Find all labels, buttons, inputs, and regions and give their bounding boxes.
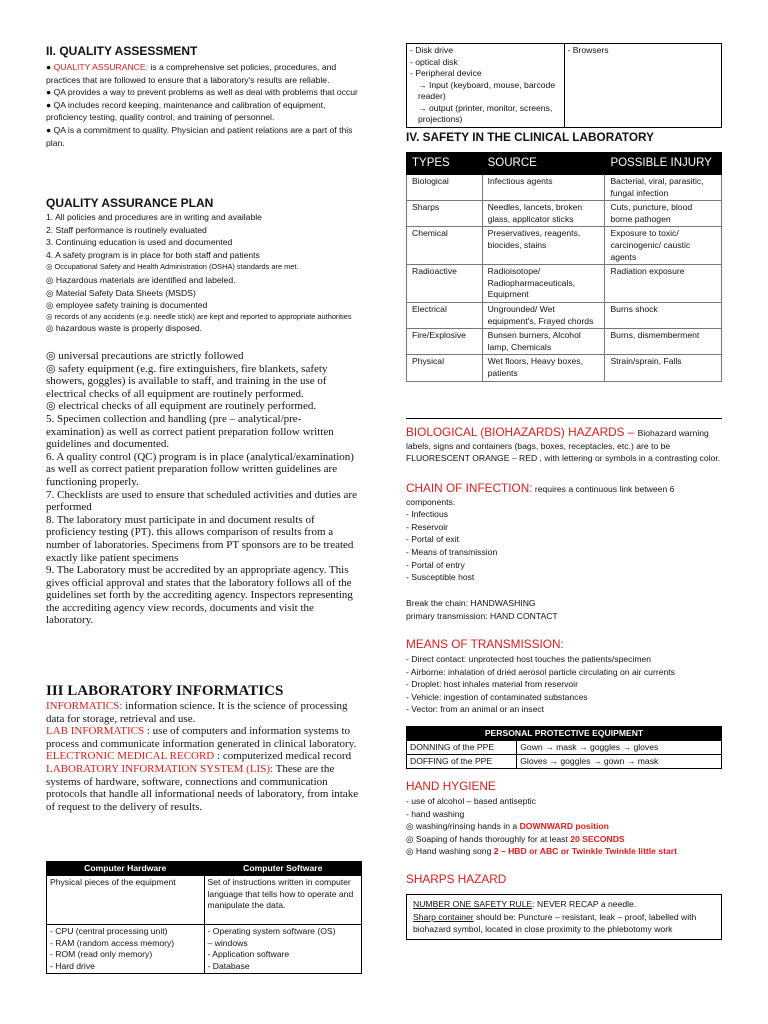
- source-header: SOURCE: [482, 153, 605, 175]
- table-row: Sharps Needles, lancets, broken glass, applicator sticks Cuts, puncture, blood borne pathogen: [407, 201, 722, 227]
- list-item: - Susceptible host: [406, 572, 475, 583]
- transmission-section: [406, 636, 722, 716]
- table-row: Chemical Preservatives, reagents, biocides, stains Exposure to toxic/ carcinogenic/ caustic agents: [407, 227, 722, 265]
- ppe-header: PERSONAL PROTECTIVE EQUIPMENT: [407, 727, 722, 741]
- list-item: - Droplet: host inhales material from reservoir: [406, 679, 578, 690]
- table-row: Electrical Ungrounded/ Wet equipment's, Frayed chords Burns shock: [407, 302, 722, 328]
- software-list: - Operating system software (OS) – windows - Application software - Database: [204, 925, 362, 974]
- qa-plan-subitem: ◎ Occupational Safety and Health Administration (OSHA) standards are met.: [46, 262, 299, 272]
- list-item: - use of alcohol – based antiseptic: [406, 796, 536, 806]
- qa-plan-serif-item: 9. The Laboratory must be accredited by an appropriate agency. This gives official approval and states that the laboratory follows all of the guidelines set forth by the accrediting agency. Inspectors representing the accrediting agency view records, documents and visit the laboratory.: [46, 564, 353, 627]
- qa-plan-subitem: ◎ records of any accidents (e.g. needle stick) are kept and reported to appropriate authorities: [46, 311, 352, 321]
- qa-plan-subitem: ◎ Material Safety Data Sheets (MSDS): [46, 287, 196, 298]
- qa-bullet: ● QA provides a way to prevent problems as well as deal with problems that occur: [46, 87, 358, 98]
- table-row: Physical Wet floors, Heavy boxes, patients Strain/sprain, Falls: [407, 355, 722, 381]
- qa-plan-subitem: ◎ Hazardous materials are identified and labeled.: [46, 274, 236, 285]
- hardware-software-table-continued: [406, 43, 722, 128]
- qa-plan-item: 1. All policies and procedures are in writing and available: [46, 212, 262, 222]
- safety-heading: IV. SAFETY IN THE CLINICAL LABORATORY: [406, 130, 654, 144]
- list-item: - Reservoir: [406, 521, 449, 532]
- informatics-def: LAB INFORMATICS : use of computers and information systems to process and communicate information generated in clinical laboratory.: [46, 725, 357, 750]
- hand-hygiene-title: HAND HYGIENE: [406, 779, 496, 793]
- list-item: - Vector: from an animal or an insect: [406, 704, 545, 715]
- hardware-software-table: [46, 861, 362, 974]
- qa-bullet: ● QA includes record keeping, maintenance and calibration of equipment, proficiency testing, quality control, and training of personnel.: [46, 99, 326, 123]
- ppe-table: [406, 726, 722, 769]
- list-item: - Vehicle: ingestion of contaminated substances: [406, 691, 588, 702]
- qa-bullet: ● QA is a commitment to quality. Physician and patient relations are a part of this plan.: [46, 124, 353, 148]
- qa-plan-subitem: ◎ employee safety training is documented: [46, 300, 208, 311]
- informatics-def: INFORMATICS: information science. It is the science of processing data for storage, retrieval and use.: [46, 700, 348, 725]
- list-item: ◎ washing/rinsing hands in a DOWNWARD position: [406, 821, 609, 832]
- safety-hazards-table: [406, 152, 722, 382]
- chain-text: requires a continuous link between 6 components.: [406, 484, 675, 507]
- qa-plan-heading: QUALITY ASSURANCE PLAN: [46, 196, 214, 210]
- qa-plan-serif-item: 5. Specimen collection and handling (pre – analytical/pre- examination) as well as correct patient preparation follow written guidelines and documented.: [46, 412, 334, 451]
- qa-plan-item: 4. A safety program is in place for both staff and patients: [46, 249, 260, 260]
- informatics-heading: III LABORATORY INFORMATICS: [46, 683, 284, 699]
- qa-plan-serif-item: 8. The laboratory must participate in and document results of proficiency testing (PT). this allows comparison of results from a number of laboratories. Specimens from PT sponsors are to be treated exactly like patient specimens: [46, 513, 354, 564]
- quality-assessment-list: [46, 61, 362, 149]
- table-row: Biological Infectious agents Bacterial, viral, parasitic, fungal infection: [407, 175, 722, 201]
- hand-hygiene-section: [406, 778, 722, 858]
- transmission-title: MEANS OF TRANSMISSION:: [406, 637, 564, 651]
- list-item: - Airborne: inhalation of dried aerosol particle circulating on air currents: [406, 666, 675, 677]
- types-header: TYPES: [407, 153, 483, 175]
- qa-plan-item: 2. Staff performance is routinely evaluated: [46, 224, 207, 235]
- qa-plan-serif-item: ◎ electrical checks of all equipment are routinely performed.: [46, 400, 317, 413]
- list-item: ◎ Soaping of hands thoroughly for at least 20 SECONDS: [406, 833, 625, 844]
- qa-plan-serif-item: 6. A quality control (QC) program is in place (analytical/examination) as well as correct patient preparation follow written guidelines are functioning properly.: [46, 450, 354, 488]
- list-item: - Direct contact: unprotected host touches the patients/specimen: [406, 654, 652, 664]
- hardware-header: Computer Hardware: [47, 862, 205, 876]
- qa-plan-serif-item: ◎ universal precautions are strictly followed: [46, 350, 244, 362]
- hardware-list: - CPU (central processing unit) - RAM (random access memory) - ROM (read only memory) - Hard drive: [47, 925, 205, 974]
- hardware-definition: Physical pieces of the equipment: [47, 876, 205, 925]
- qa-plan-serif-item: ◎ safety equipment (e.g. fire extinguishers, fire blankets, safety showers, goggles) is available to staff, and training in the use of electrical checks of all equipment are routinely performed.: [46, 362, 328, 400]
- qa-plan-subitem: ◎ hazardous waste is properly disposed.: [46, 323, 203, 334]
- table-row: DOFFING of the PPE Gloves → goggles → gown → mask: [407, 755, 722, 769]
- list-item: - Portal of entry: [406, 559, 465, 570]
- injury-header: POSSIBLE INJURY: [605, 153, 722, 175]
- list-item: ◎ Hand washing song 2 – HBD or ABC or Twinkle Twinkle little start: [406, 846, 677, 857]
- table-row: DONNING of the PPE Gown → mask → goggles → gloves: [407, 741, 722, 755]
- table-row: Fire/Explosive Bunsen burners, Alcohol lamp, Chemicals Burns, dismemberment: [407, 329, 722, 355]
- qa-plan-list: [46, 211, 362, 335]
- list-item: - Means of transmission: [406, 546, 498, 557]
- list-item: - Portal of exit: [406, 534, 460, 545]
- qa-bullet: ● QUALITY ASSURANCE: is a comprehensive set policies, procedures, and practices that are followed to ensure that a laboratory's results are reliable.: [46, 62, 337, 85]
- break-chain-notes: Break the chain: HANDWASHING primary transmission: HAND CONTACT: [406, 598, 558, 621]
- biohazard-title: BIOLOGICAL (BIOHAZARDS) HAZARDS: [406, 425, 625, 439]
- chain-title: CHAIN OF INFECTION:: [406, 481, 533, 495]
- qa-plan-item: 3. Continuing education is used and documented: [46, 237, 233, 248]
- biohazard-section: BIOLOGICAL (BIOHAZARDS) HAZARDS – Biohazard warning labels, signs and containers (bags, boxes, receptacles, etc.) are to be FLUORESCENT ORANGE – RED , with lettering or symbols in a contrasting color.: [406, 425, 721, 464]
- sharps-box: NUMBER ONE SAFETY RULE: NEVER RECAP a needle. Sharp container should be: Puncture – resistant, leak – proof, labelled with biohazard symbol, located in close proximity to the phlebotomy work: [406, 894, 722, 940]
- section-divider: [406, 418, 722, 419]
- software-header: Computer Software: [204, 862, 362, 876]
- quality-assessment-heading: II. QUALITY ASSESSMENT: [46, 44, 198, 58]
- informatics-def: LABORATORY INFORMATION SYSTEM (LIS): These are the systems of hardware, software, connections and communication protocols that handle all informational needs of laboratory, from intake of request to the delivery of results.: [46, 762, 359, 813]
- informatics-def: ELECTRONIC MEDICAL RECORD : computerized medical record: [46, 750, 352, 763]
- hardware-list-continued: - Disk drive - optical disk - Peripheral device → Input (keyboard, mouse, barcode reader) → output (printer, monitor, screens, projections): [407, 44, 565, 128]
- sharps-title: SHARPS HAZARD: [406, 872, 507, 886]
- qa-plan-serif-list: [46, 350, 362, 627]
- biohazard-text: Biohazard warning labels, signs and containers (bags, boxes, receptacles, etc.) are to be FLUORESCENT ORANGE – RED , with lettering or symbols in a contrasting color.: [406, 428, 721, 464]
- qa-plan-serif-item: 7. Checklists are used to ensure that scheduled activities and duties are performed: [46, 488, 357, 514]
- software-definition: Set of instructions written in computer language that tells how to operate and manipulate the data.: [204, 876, 362, 925]
- list-item: - Infectious: [406, 509, 449, 520]
- informatics-defs: [46, 700, 362, 813]
- table-row: Radioactive Radioisotope/ Radiopharmaceuticals, Equipment Radiation exposure: [407, 265, 722, 303]
- software-list-continued: - Browsers: [564, 44, 722, 128]
- list-item: - hand washing: [406, 808, 465, 819]
- chain-of-infection-section: [406, 482, 722, 584]
